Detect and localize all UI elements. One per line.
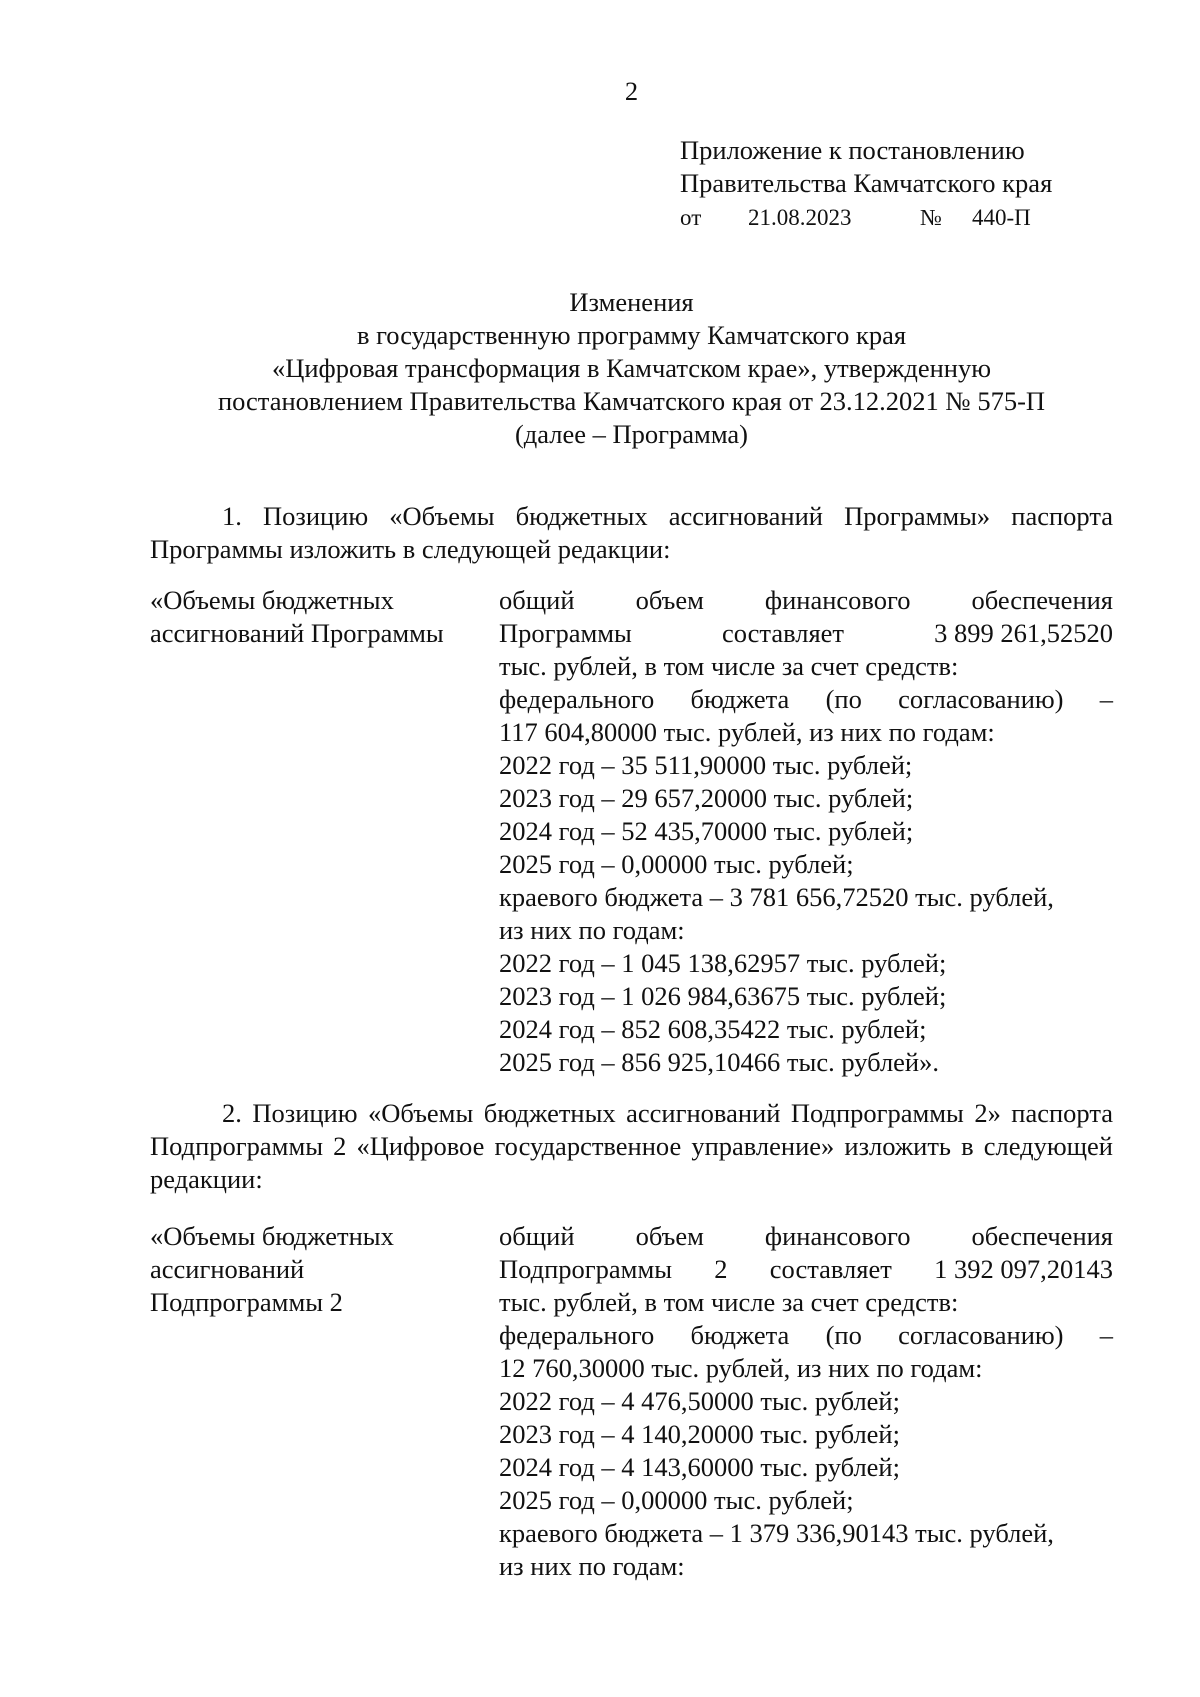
content-line — [499, 683, 1113, 716]
block-content — [499, 1220, 1113, 1583]
content-word: – — [1099, 1320, 1113, 1350]
title-line-5: (далее – Программа) — [514, 419, 748, 449]
content-line: тыс. рублей, в том числе за счет средств: — [499, 651, 959, 681]
title-line-2: в государственную программу Камчатского края — [356, 320, 907, 350]
content-line — [499, 1253, 1113, 1286]
content-word: 3 899 261,52520 — [934, 618, 1113, 648]
content-line: 2025 год – 0,00000 тыс. рублей; — [499, 849, 854, 879]
content-word: согласованию) — [898, 684, 1064, 714]
content-word: Программы — [499, 618, 632, 648]
content-word: общий — [499, 585, 575, 615]
block-label-line: ассигнований — [150, 1254, 305, 1284]
title-line-4: постановлением Правительства Камчатского края от 23.12.2021 № 575-П — [217, 386, 1046, 416]
content-line: 2025 год – 856 925,10466 тыс. рублей». — [499, 1047, 939, 1077]
block-label — [150, 1220, 470, 1319]
content-line: 2024 год – 4 143,60000 тыс. рублей; — [499, 1452, 900, 1482]
content-word: составляет — [769, 1254, 892, 1284]
content-word: федерального — [499, 1320, 655, 1350]
content-word: финансового — [764, 1221, 911, 1251]
attachment-line-1: Приложение к постановлению — [680, 135, 1025, 165]
content-line — [499, 617, 1113, 650]
content-word: бюджета — [690, 1320, 790, 1350]
content-line: из них по годам: — [499, 1551, 685, 1581]
content-line — [499, 1319, 1113, 1352]
content-line: 12 760,30000 тыс. рублей, из них по годам: — [499, 1353, 983, 1383]
decree-number: 440-П — [972, 205, 1031, 230]
content-word: составляет — [721, 618, 845, 648]
content-line: 2022 год – 4 476,50000 тыс. рублей; — [499, 1386, 900, 1416]
title-line-1: Изменения — [569, 287, 694, 317]
content-word: общий — [499, 1221, 575, 1251]
content-word: обеспечения — [971, 1221, 1113, 1251]
content-word: бюджета — [690, 684, 790, 714]
block-label — [150, 584, 470, 650]
block-label-line: ассигнований Программы — [150, 618, 444, 648]
from-label: от — [680, 205, 702, 230]
block-label-line: «Объемы бюджетных — [150, 585, 394, 615]
content-line: краевого бюджета – 1 379 336,90143 тыс. рублей, — [499, 1518, 1054, 1548]
content-word: согласованию) — [898, 1320, 1064, 1350]
content-line: 2025 год – 0,00000 тыс. рублей; — [499, 1485, 854, 1515]
attachment-date-line — [680, 200, 1100, 234]
content-word: 1 392 097,20143 — [934, 1254, 1113, 1284]
content-line: 2023 год – 4 140,20000 тыс. рублей; — [499, 1419, 900, 1449]
content-line: 2022 год – 1 045 138,62957 тыс. рублей; — [499, 948, 947, 978]
title-line-3: «Цифровая трансформация в Камчатском крае», утвержденную — [271, 353, 991, 383]
decree-date: 21.08.2023 — [748, 205, 852, 230]
content-line: 2023 год – 1 026 984,63675 тыс. рублей; — [499, 981, 947, 1011]
content-line: из них по годам: — [499, 915, 685, 945]
content-line: 2023 год – 29 657,20000 тыс. рублей; — [499, 783, 914, 813]
content-word: 2 — [714, 1254, 728, 1284]
content-line — [499, 584, 1113, 617]
content-word: (по — [825, 684, 862, 714]
block-label-line: «Объемы бюджетных — [150, 1221, 394, 1251]
block-label-line: Подпрограммы 2 — [150, 1287, 343, 1317]
page-number: 2 — [624, 76, 639, 106]
content-word: финансового — [764, 585, 911, 615]
attachment-header — [680, 134, 1100, 234]
content-word: объем — [635, 585, 704, 615]
content-line: краевого бюджета – 3 781 656,72520 тыс. рублей, — [499, 882, 1054, 912]
content-word: объем — [635, 1221, 704, 1251]
content-word: обеспечения — [971, 585, 1113, 615]
content-word: (по — [825, 1320, 862, 1350]
content-word: федерального — [499, 684, 655, 714]
paragraph-1: 1. Позицию «Объемы бюджетных ассигнований Программы» паспорта Программы изложить в следующей редакции: — [150, 501, 1113, 564]
paragraph-2: 2. Позицию «Объемы бюджетных ассигнований Подпрограммы 2» паспорта Подпрограммы 2 «Цифровое государственное управление» изложить в следующей редакции: — [150, 1098, 1113, 1194]
content-line: 2022 год – 35 511,90000 тыс. рублей; — [499, 750, 913, 780]
content-line: 117 604,80000 тыс. рублей, из них по годам: — [499, 717, 995, 747]
content-line: 2024 год – 852 608,35422 тыс. рублей; — [499, 1014, 927, 1044]
number-sign: № — [920, 205, 942, 230]
document-title — [150, 286, 1113, 451]
content-line — [499, 1220, 1113, 1253]
block-content — [499, 584, 1113, 1079]
content-line: тыс. рублей, в том числе за счет средств: — [499, 1287, 959, 1317]
attachment-line-2: Правительства Камчатского края — [680, 168, 1053, 198]
content-word: Подпрограммы — [499, 1254, 673, 1284]
content-line: 2024 год – 52 435,70000 тыс. рублей; — [499, 816, 914, 846]
content-word: – — [1099, 684, 1113, 714]
